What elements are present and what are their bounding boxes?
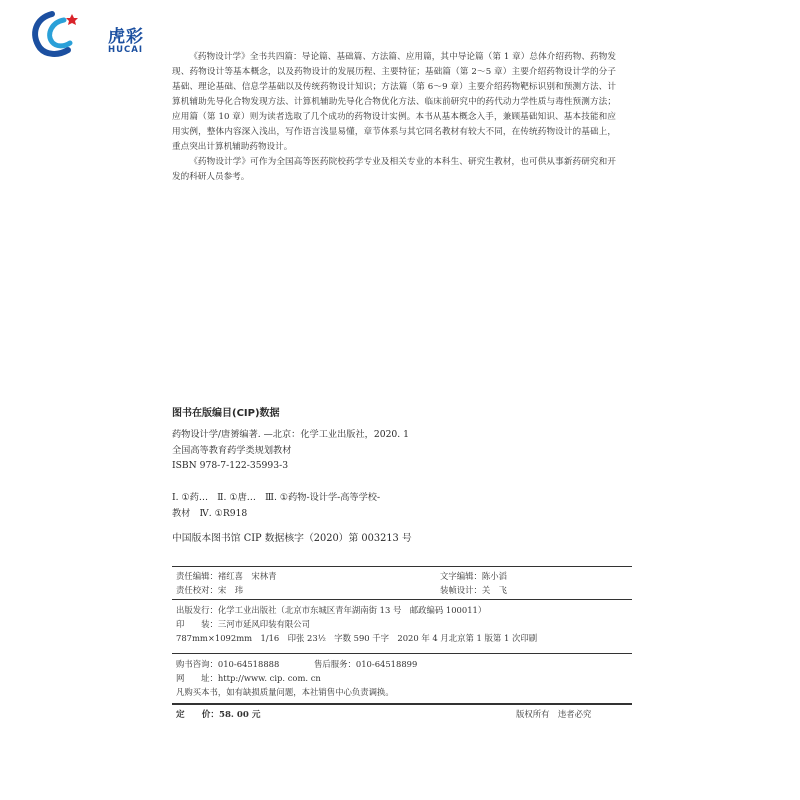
responsible-editor [176,570,277,582]
website: 网 址：http://www. cip. com. cn [176,673,321,683]
after-sales: 售后服务：010-64518899 [314,659,418,669]
publisher-row [176,604,486,616]
intro-paragraph: 《药物设计学》全书共四篇：导论篇、基础篇、方法篇、应用篇，其中导论篇（第 1 章）总体介绍药物、药物发现、药物设计等基本概念，以及药物设计的发展历程、主要特征；基础篇（第 2～5 章）主要介绍药物设计学的分子基础、理论基础、信息学基础以及传统药物设计知识；方法篇（第 6～9 章）主要介绍药物靶标识别和预测方法、计算机辅助先导化合物发现方法、计算机辅助先导化合物优化方法、临床前研究中的药代动力学性质与毒性预测方法；应用篇（第 10 章）则为读者选取了几个成功的药物设计实例。本书从基本概念入手，兼顾基础知识、基本技能和应用实例，整体内容深入浅出，写作语言浅显易懂，章节体系与其它同名教材有较大不同，在传统药物设计的基础上，重点突出计算机辅助药物设计。 [172,52,616,152]
printer-row [176,618,310,630]
cip-classification [172,490,380,521]
responsible-editor-value: 褚红喜 宋林青 [217,571,277,581]
publisher-value: 化学工业出版社（北京市东城区青年湖南街 13 号 邮政编码 100011） [217,605,487,615]
logo-name-cn: 虎彩 [108,27,144,47]
divider [172,703,632,705]
intro-paragraph: 《药物设计学》可作为全国高等医药院校药学专业及相关专业的本科生、研究生教材，也可供从事新药研究和开发的科研人员参考。 [172,157,616,182]
cover-designer [440,584,507,596]
proofreader-value: 宋 玮 [217,585,243,595]
book-introduction [172,50,616,185]
purchase-consult: 购书咨询：010-64518888 [176,659,280,669]
cip-line: 药物设计学/唐赟编著. —北京：化学工业出版社，2020. 1 [172,429,409,440]
cip-line: 全国高等教育药学类规划教材 [172,444,292,456]
text-editor [440,570,507,582]
publisher-logo [24,8,164,60]
logo-name-en: HUCAI [108,45,143,55]
publisher-label: 出版发行： [176,605,218,615]
hucai-logo-icon [24,8,84,60]
text-editor-label: 文字编辑： [440,571,482,581]
cip-line: ISBN 978-7-122-35993-3 [172,460,289,471]
printer-value: 三河市延风印装有限公司 [217,619,310,629]
book-price: 定 价：58. 00 元 [176,710,261,720]
proofreader [176,584,243,596]
responsible-editor-label: 责任编辑： [176,571,218,581]
cip-line: 教材 Ⅳ. ①R918 [172,507,248,519]
cip-line: Ⅰ. ①药… Ⅱ. ①唐… Ⅲ. ①药物-设计学-高等学校- [172,492,381,503]
cover-designer-value: 关 飞 [481,585,507,595]
cip-data-block [172,404,632,544]
proofreader-label: 责任校对： [176,585,218,595]
cip-title: 图书在版编目(CIP)数据 [172,408,280,419]
copyright-notice: 版权所有 违者必究 [516,709,592,719]
book-specs: 787mm×1092mm 1/16 印张 23½ 字数 590 千字 2020 年 4 月北京第 1 版第 1 次印刷 [176,633,538,643]
divider [172,653,632,654]
printer-label: 印 装： [176,619,218,629]
cover-designer-label: 装帧设计： [440,585,482,595]
divider [172,566,632,567]
text-editor-value: 陈小滔 [481,571,507,581]
cip-description [172,427,409,474]
cip-number: 中国版本图书馆 CIP 数据核字（2020）第 003213 号 [172,533,412,544]
replacement-notice: 凡购买本书，如有缺损质量问题，本社销售中心负责调换。 [176,687,394,697]
divider [172,599,632,600]
